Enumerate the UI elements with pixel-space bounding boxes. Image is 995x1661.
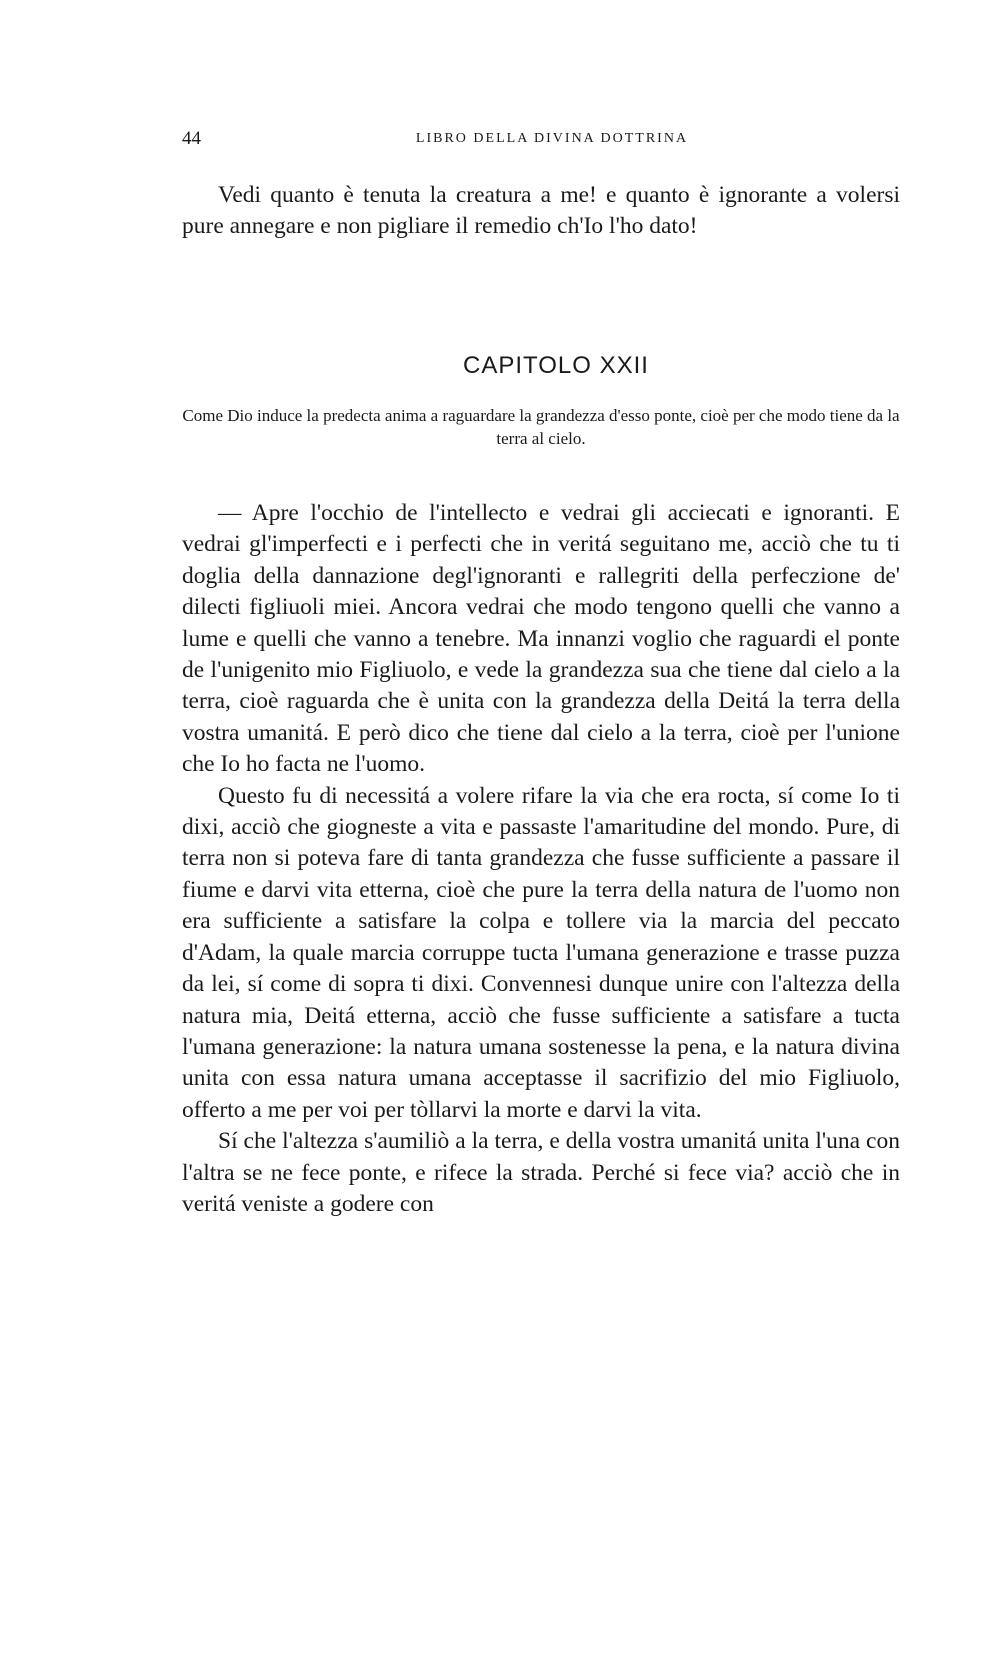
paragraph: Sí che l'altezza s'aumiliò a la terra, e della vostra umanitá unita l'una con l'altra se ne fece ponte, e rifece la strada. Perché si fece via? acciò che in veritá veniste a godere con bbox=[182, 1128, 900, 1217]
running-title: LIBRO DELLA DIVINA DOTTRINA bbox=[415, 131, 689, 146]
chapter-title: CAPITOLO XXII bbox=[463, 352, 649, 379]
paragraph: — Apre l'occhio de l'intellecto e vedrai gli acciecati e ignoranti. E vedrai gl'imperfecti e i perfecti che in veritá seguitano me, acciò che tu ti doglia della dannazione degl'ignoranti e rallegriti della perfeczione de' dilecti figliuoli miei. Ancora vedrai che modo tengono quelli che vanno a lume e quelli che vanno a tenebre. Ma innanzi voglio che raguardi el ponte de l'unigenito mio Figliuolo, e vede la grandezza sua che tiene dal cielo a la terra, cioè raguarda che è unita con la grandezza della Deitá la terra della vostra umanitá. E però dico che tiene dal cielo a la terra, cioè per l'unione che Io ho facta ne l'uomo. bbox=[182, 500, 900, 778]
chapter-body bbox=[182, 498, 900, 1220]
intro-text bbox=[182, 180, 900, 243]
page-number: 44 bbox=[182, 128, 201, 149]
chapter-summary: Come Dio induce la predecta anima a raguardare la grandezza d'esso ponte, cioè per che modo tiene da la terra al cielo. bbox=[182, 406, 900, 448]
paragraph: Questo fu di necessitá a volere rifare la via che era rocta, sí come Io ti dixi, acciò che giogneste a vita e passaste l'amaritudine del mondo. Pure, di terra non si poteva fare di tanta grandezza che fusse sufficiente a passare il fiume e darvi vita etterna, cioè che pure la terra della natura de l'uomo non era sufficiente a satisfare la colpa e tollere via la marcia del peccato d'Adam, la quale marcia corruppe tucta l'umana generazione e trasse puzza da lei, sí come di sopra ti dixi. Convennesi dunque unire con l'altezza della natura mia, Deitá etterna, acciò che fusse sufficiente a satisfare a tucta l'umana generazione: la natura umana sostenesse la pena, e la natura divina unita con essa natura umana acceptasse il sacrifizio del mio Figliuolo, offerto a me per voi per tòllarvi la morte e darvi la vita. bbox=[182, 782, 900, 1123]
page-header bbox=[182, 128, 892, 152]
intro-paragraph: Vedi quanto è tenuta la creatura a me! e quanto è ignorante a volersi pure annegare e non pigliare il remedio ch'Io l'ho dato! bbox=[182, 182, 900, 240]
